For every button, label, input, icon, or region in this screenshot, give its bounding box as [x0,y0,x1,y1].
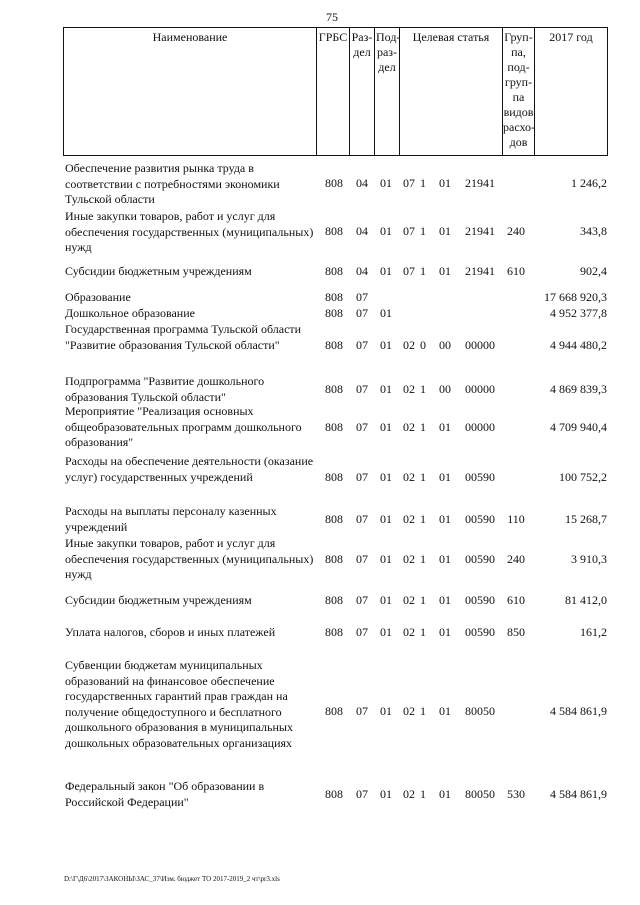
page-number: 75 [326,10,338,24]
header-year: 2017 год [535,28,608,156]
row-cs-program: 02 [403,625,415,639]
table-row [0,290,640,306]
row-amount: 15 268,7 [565,512,607,526]
row-podrazdel: 01 [380,593,392,607]
table-row [0,593,640,611]
table-row [0,322,640,372]
row-cs-program: 02 [403,552,415,566]
row-cs-subprogram: 0 [420,338,426,352]
row-cs-event: 01 [439,512,451,526]
row-razdel: 07 [356,704,368,718]
row-name: Иные закупки товаров, работ и услуг для обеспечения государственных (муниципальных) нужд [65,209,314,254]
row-name: Обеспечение развития рынка труда в соответствии с потребностями экономики Тульской области [65,161,280,206]
row-name: Дошкольное образование [65,306,195,320]
row-name: Мероприятие "Реализация основных общеобразовательных программ дошкольного образования" [65,404,302,449]
table-row [0,625,640,643]
row-vr: 850 [507,625,525,639]
header-razdel: Раз- дел [350,28,375,156]
row-vr: 610 [507,264,525,278]
row-name: Иные закупки товаров, работ и услуг для обеспечения государственных (муниципальных) нужд [65,536,314,581]
row-razdel: 07 [356,306,368,320]
row-cs-subprogram: 1 [420,420,426,434]
row-grbs: 808 [325,382,343,396]
row-amount: 4 944 480,2 [550,338,607,352]
row-amount: 343,8 [580,224,607,238]
row-cs-program: 07 [403,224,415,238]
row-cs-program: 02 [403,512,415,526]
row-cs-event: 01 [439,593,451,607]
table-row [0,779,640,813]
row-name: Субвенции бюджетам муниципальных образований на финансовое обеспечение государственных гарантий прав граждан на получение общедоступного и бесплатного дошкольного образования в муниципальных дошкольных образовательных организациях [65,658,293,750]
row-razdel: 07 [356,382,368,396]
row-amount: 4 584 861,9 [550,787,607,801]
row-grbs: 808 [325,787,343,801]
table-row [0,658,640,770]
row-grbs: 808 [325,176,343,190]
table-row [0,504,640,538]
row-razdel: 04 [356,224,368,238]
row-cs-program: 07 [403,264,415,278]
header-podrazdel: Под- раз- дел [375,28,400,156]
row-amount: 1 246,2 [571,176,607,190]
row-podrazdel: 01 [380,176,392,190]
row-vr: 530 [507,787,525,801]
row-podrazdel: 01 [380,787,392,801]
header-vr-group: Груп- па, под- груп- па видов расхо- дов [503,28,535,156]
row-grbs: 808 [325,512,343,526]
table-row [0,161,640,209]
table-row [0,264,640,282]
row-razdel: 07 [356,338,368,352]
table-row [0,536,640,586]
row-cs-program: 02 [403,338,415,352]
row-cs-event: 01 [439,470,451,484]
row-razdel: 04 [356,264,368,278]
header-grbs: ГРБС [317,28,350,156]
row-amount: 100 752,2 [559,470,607,484]
row-cs-program: 02 [403,470,415,484]
row-vr: 610 [507,593,525,607]
header-target-article: Целевая статья [400,28,503,156]
table-header [63,27,608,156]
row-podrazdel: 01 [380,420,392,434]
row-cs-direction: 00000 [465,382,495,396]
row-name: Субсидии бюджетным учреждениям [65,264,252,278]
row-grbs: 808 [325,420,343,434]
row-name: Расходы на выплаты персоналу казенных учреждений [65,504,277,534]
row-cs-program: 02 [403,787,415,801]
row-amount: 4 709 940,4 [550,420,607,434]
row-cs-subprogram: 1 [420,512,426,526]
row-cs-subprogram: 1 [420,382,426,396]
row-vr: 240 [507,552,525,566]
table-row [0,454,640,504]
row-cs-subprogram: 1 [420,787,426,801]
row-podrazdel: 01 [380,306,392,320]
row-razdel: 07 [356,512,368,526]
row-cs-event: 00 [439,338,451,352]
row-podrazdel: 01 [380,382,392,396]
row-razdel: 07 [356,625,368,639]
row-cs-event: 01 [439,552,451,566]
row-razdel: 07 [356,593,368,607]
row-cs-subprogram: 1 [420,264,426,278]
row-razdel: 07 [356,470,368,484]
row-cs-subprogram: 1 [420,552,426,566]
row-amount: 4 584 861,9 [550,704,607,718]
row-podrazdel: 01 [380,704,392,718]
row-razdel: 07 [356,552,368,566]
row-name: Образование [65,290,131,304]
footer-file-path: D:\Г\Д6\2017\ЗАКОНЫ\ЗАС_37\Изм. бюджет ТО 2017-2019_2 чт\pr3.xls [64,875,280,883]
row-name: Субсидии бюджетным учреждениям [65,593,252,607]
row-cs-direction: 00590 [465,593,495,607]
row-grbs: 808 [325,306,343,320]
row-cs-event: 00 [439,382,451,396]
row-grbs: 808 [325,625,343,639]
row-grbs: 808 [325,338,343,352]
row-podrazdel: 01 [380,264,392,278]
row-cs-direction: 00000 [465,420,495,434]
row-podrazdel: 01 [380,470,392,484]
row-amount: 17 668 920,3 [544,290,607,304]
row-cs-program: 02 [403,704,415,718]
row-cs-direction: 80050 [465,704,495,718]
row-podrazdel: 01 [380,338,392,352]
row-cs-event: 01 [439,704,451,718]
row-amount: 902,4 [580,264,607,278]
row-grbs: 808 [325,552,343,566]
row-name: Государственная программа Тульской области "Развитие образования Тульской области" [65,322,302,352]
row-razdel: 07 [356,420,368,434]
row-name: Уплата налогов, сборов и иных платежей [65,625,276,639]
row-name: Федеральный закон "Об образовании в Российской Федерации" [65,779,265,809]
row-cs-direction: 00590 [465,552,495,566]
row-podrazdel: 01 [380,224,392,238]
row-grbs: 808 [325,470,343,484]
row-cs-subprogram: 1 [420,593,426,607]
row-cs-subprogram: 1 [420,625,426,639]
row-cs-direction: 00000 [465,338,495,352]
row-vr: 110 [507,512,525,526]
row-grbs: 808 [325,224,343,238]
row-cs-event: 01 [439,420,451,434]
row-cs-event: 01 [439,787,451,801]
row-grbs: 808 [325,704,343,718]
row-cs-subprogram: 1 [420,224,426,238]
row-grbs: 808 [325,593,343,607]
row-razdel: 07 [356,290,368,304]
row-cs-subprogram: 1 [420,176,426,190]
row-cs-event: 01 [439,625,451,639]
row-cs-program: 07 [403,176,415,190]
row-amount: 161,2 [580,625,607,639]
table-row [0,374,640,408]
row-grbs: 808 [325,264,343,278]
row-podrazdel: 01 [380,625,392,639]
row-cs-direction: 21941 [465,224,495,238]
row-amount: 3 910,3 [571,552,607,566]
row-cs-direction: 80050 [465,787,495,801]
row-razdel: 04 [356,176,368,190]
row-amount: 4 869 839,3 [550,382,607,396]
row-cs-program: 02 [403,382,415,396]
row-name: Расходы на обеспечение деятельности (оказание услуг) государственных учреждений [65,454,314,484]
row-podrazdel: 01 [380,552,392,566]
table-row [0,404,640,454]
row-razdel: 07 [356,787,368,801]
row-grbs: 808 [325,290,343,304]
row-name: Подпрограмма "Развитие дошкольного образования Тульской области" [65,374,265,404]
row-cs-program: 02 [403,593,415,607]
row-vr: 240 [507,224,525,238]
header-name: Наименование [64,28,317,156]
row-cs-direction: 21941 [465,176,495,190]
row-cs-event: 01 [439,264,451,278]
row-amount: 4 952 377,8 [550,306,607,320]
row-cs-subprogram: 1 [420,704,426,718]
table-row [0,306,640,322]
row-cs-program: 02 [403,420,415,434]
row-amount: 81 412,0 [565,593,607,607]
row-cs-subprogram: 1 [420,470,426,484]
row-cs-event: 01 [439,176,451,190]
row-cs-direction: 00590 [465,512,495,526]
row-cs-event: 01 [439,224,451,238]
row-cs-direction: 21941 [465,264,495,278]
row-cs-direction: 00590 [465,470,495,484]
table-row [0,209,640,257]
row-cs-direction: 00590 [465,625,495,639]
row-podrazdel: 01 [380,512,392,526]
